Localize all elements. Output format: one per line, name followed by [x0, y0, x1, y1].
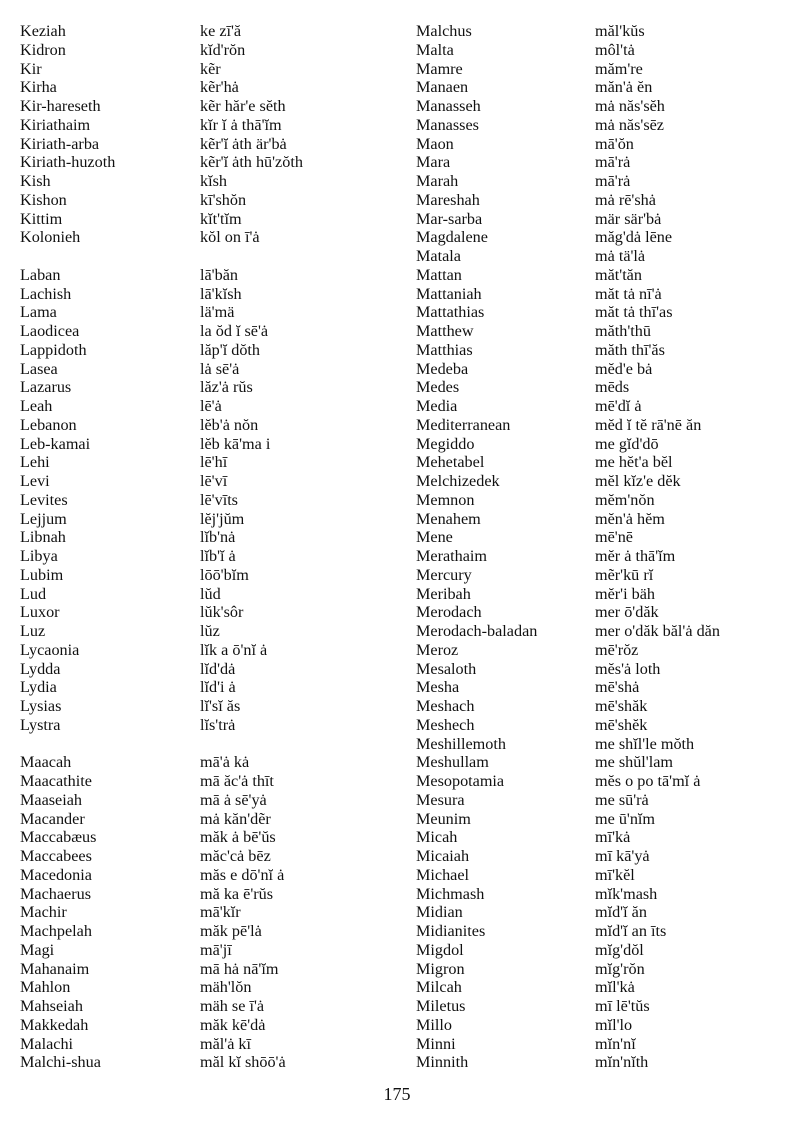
entry-pronunciation: mer ō'dăk — [595, 603, 659, 622]
entry-pronunciation: môl'tȧ — [595, 40, 635, 59]
entry-name: Mahanaim — [20, 959, 90, 978]
entry-pronunciation: mĕr ȧ thā'ĭm — [595, 547, 676, 565]
entry-name: Malachi — [20, 1034, 74, 1053]
entry-name: Merathaim — [416, 547, 488, 565]
entry-pronunciation: măs e dō'nĭ ȧ — [200, 865, 285, 884]
entry-name: Lappidoth — [20, 340, 87, 359]
entry-pronunciation: măl'kŭs — [595, 22, 645, 40]
entry-pronunciation: me shĭl'le mŏth — [595, 734, 695, 753]
entry-pronunciation: mā ăc'ȧ thīt — [200, 772, 274, 790]
entry-pronunciation: măk pē'lȧ — [200, 922, 262, 940]
entry-name: Maacah — [20, 753, 72, 772]
entry-pronunciation: mär sär'bȧ — [595, 209, 662, 228]
entry-name: Luz — [20, 622, 46, 640]
entry-name: Manasses — [416, 115, 479, 134]
entry-name: Maaseiah — [20, 790, 83, 809]
entry-name: Mahseiah — [20, 997, 83, 1015]
entry-name: Meshillemoth — [416, 734, 506, 753]
entry-pronunciation: lĭd'dȧ — [200, 659, 236, 678]
entry-pronunciation: mĭd'ĭ ăn — [595, 903, 647, 922]
entry-name: Lystra — [20, 715, 61, 734]
entry-pronunciation: mĭl'kȧ — [595, 978, 635, 997]
entry-pronunciation: lē'ȧ — [200, 397, 222, 415]
entry-name: Luxor — [20, 603, 60, 622]
entry-pronunciation: mĭg'rŏn — [595, 959, 645, 978]
entry-pronunciation: lā'băn — [200, 265, 238, 284]
entry-pronunciation: măk kē'dȧ — [200, 1015, 266, 1034]
section-gap — [200, 247, 303, 266]
entry-pronunciation: mĕn'ȧ hĕm — [595, 509, 665, 528]
entry-name: Libya — [20, 547, 58, 565]
section-gap — [20, 735, 115, 754]
entry-name: Libnah — [20, 528, 66, 547]
entry-pronunciation: mā ȧ sē'yȧ — [200, 790, 267, 809]
entry-name: Lachish — [20, 284, 72, 303]
entry-name: Kidron — [20, 40, 66, 59]
entry-name: Lazarus — [20, 378, 72, 397]
entry-name: Kirha — [20, 78, 57, 97]
entry-pronunciation: mĭd'ĭ an īts — [595, 922, 667, 940]
entry-pronunciation: ke zī'ă — [200, 22, 242, 40]
entry-name: Mamre — [416, 59, 463, 78]
entry-name: Micah — [416, 828, 458, 847]
entry-pronunciation: măth thī'ăs — [595, 340, 665, 359]
entry-name: Matthew — [416, 322, 474, 340]
entry-name: Malchi-shua — [20, 1053, 101, 1072]
entry-name: Mene — [416, 528, 453, 547]
entry-name: Meribah — [416, 584, 471, 603]
entry-pronunciation: lĭ'sĭ ăs — [200, 697, 241, 715]
entry-name: Macedonia — [20, 865, 92, 884]
entry-name: Lydia — [20, 678, 57, 697]
entry-name: Malta — [416, 40, 454, 59]
entry-pronunciation: lĕb'ȧ nŏn — [200, 415, 259, 434]
entry-pronunciation: mȧ năs'sēz — [595, 115, 664, 134]
entry-name: Laodicea — [20, 322, 80, 340]
entry-name: Lysias — [20, 697, 62, 715]
entry-pronunciation: lŭd — [200, 584, 221, 603]
entry-pronunciation: lĕj'jŭm — [200, 509, 245, 528]
entry-pronunciation: mäh se ī'ȧ — [200, 997, 265, 1015]
entry-pronunciation: mĕs o po tā'mĭ ȧ — [595, 772, 701, 790]
entry-name: Midianites — [416, 922, 486, 940]
entry-pronunciation: mĭk'mash — [595, 884, 658, 903]
entry-name: Levites — [20, 490, 68, 509]
entry-name: Michael — [416, 865, 470, 884]
entry-pronunciation: mȧ tä'lȧ — [595, 247, 646, 265]
entry-pronunciation: măt tȧ nī'ȧ — [595, 284, 662, 303]
entry-pronunciation: măth'thū — [595, 322, 651, 340]
entry-name: Leb-kamai — [20, 434, 91, 453]
entry-name: Lydda — [20, 659, 61, 678]
entry-name: Kir-hareseth — [20, 97, 101, 115]
entry-name: Kolonieh — [20, 228, 81, 247]
entry-name: Mesopotamia — [416, 772, 505, 790]
entry-name: Mediterranean — [416, 415, 511, 434]
entry-name: Mahlon — [20, 978, 71, 997]
entry-pronunciation: lĭk a ō'nĭ ȧ — [200, 640, 268, 659]
entry-name: Mesha — [416, 678, 460, 697]
entry-pronunciation: mā'kĭr — [200, 903, 241, 922]
entry-pronunciation: lȧ sē'ȧ — [200, 359, 240, 378]
left-pronunciation-column — [200, 22, 303, 1072]
entry-pronunciation: kĭd'rŏn — [200, 40, 246, 59]
entry-pronunciation: mē'rŏz — [595, 640, 639, 659]
entry-name: Magdalene — [416, 228, 488, 247]
entry-name: Millo — [416, 1015, 452, 1034]
entry-name: Minnith — [416, 1053, 469, 1072]
entry-pronunciation: mĕm'nŏn — [595, 490, 655, 509]
entry-name: Medes — [416, 378, 460, 397]
entry-pronunciation: mĭg'dŏl — [595, 940, 644, 959]
entry-pronunciation: mĭn'nĭ — [595, 1034, 636, 1053]
entry-pronunciation: mā'rȧ — [595, 172, 631, 190]
entry-pronunciation: mĕs'ȧ loth — [595, 659, 661, 678]
entry-pronunciation: măl'ȧ kī — [200, 1034, 252, 1053]
entry-pronunciation: mī'kȧ — [595, 828, 631, 847]
entry-name: Merodach-baladan — [416, 622, 538, 640]
entry-name: Mattathias — [416, 303, 485, 322]
entry-name: Meshullam — [416, 753, 489, 772]
entry-name: Lubim — [20, 565, 64, 584]
entry-name: Keziah — [20, 22, 66, 40]
entry-pronunciation: mē'shăk — [595, 697, 648, 715]
entry-pronunciation: lŭk'sôr — [200, 603, 244, 622]
entry-pronunciation: kĭr ĭ ȧ thā'ĭm — [200, 115, 282, 134]
entry-name: Meshech — [416, 715, 475, 734]
entry-pronunciation: me gĭd'dō — [595, 434, 659, 453]
entry-pronunciation: mē'nē — [595, 528, 633, 547]
entry-name: Maccabæus — [20, 828, 97, 847]
entry-pronunciation: mẽr'kū rĭ — [595, 565, 654, 584]
entry-name: Milcah — [416, 978, 462, 997]
entry-name: Media — [416, 397, 458, 415]
entry-pronunciation: măk ȧ bē'ŭs — [200, 828, 276, 847]
entry-name: Lebanon — [20, 415, 77, 434]
entry-name: Meshach — [416, 697, 475, 715]
entry-name: Migron — [416, 959, 465, 978]
entry-pronunciation: lā'kĭsh — [200, 284, 242, 303]
entry-pronunciation: lē'hī — [200, 453, 228, 472]
entry-pronunciation: mē'dĭ ȧ — [595, 397, 642, 415]
entry-pronunciation: mī'kĕl — [595, 865, 635, 884]
entry-name: Memnon — [416, 490, 475, 509]
entry-name: Kiriath-arba — [20, 134, 100, 153]
entry-name: Maacathite — [20, 772, 92, 790]
entry-name: Mara — [416, 153, 451, 172]
left-names-column — [20, 22, 115, 1072]
entry-name: Lasea — [20, 359, 58, 378]
entry-name: Mesura — [416, 790, 465, 809]
entry-pronunciation: lĕb kā'ma i — [200, 434, 271, 453]
entry-pronunciation: măl kĭ shōō'ȧ — [200, 1053, 286, 1072]
entry-pronunciation: mī lē'tŭs — [595, 997, 650, 1015]
entry-pronunciation: măt tȧ thī'as — [595, 303, 673, 322]
entry-name: Marah — [416, 172, 459, 190]
entry-name: Melchizedek — [416, 472, 500, 490]
entry-pronunciation: mĕr'i bäh — [595, 584, 655, 603]
entry-pronunciation: kẽr — [200, 59, 221, 78]
entry-name: Kishon — [20, 190, 67, 209]
entry-pronunciation: mā'jī — [200, 940, 232, 959]
entry-name: Kiriath-huzoth — [20, 153, 116, 172]
entry-pronunciation: kẽr'ĭ ȧth hū'zŏth — [200, 153, 303, 172]
entry-pronunciation: mā'ȧ kȧ — [200, 753, 250, 772]
entry-pronunciation: lĭb'ĭ ȧ — [200, 547, 236, 565]
entry-pronunciation: măn'ȧ ĕn — [595, 78, 653, 97]
entry-pronunciation: mā'rȧ — [595, 153, 631, 172]
entry-pronunciation: kẽr hăr'e sĕth — [200, 97, 286, 115]
entry-pronunciation: mȧ kăn'dẽr — [200, 809, 271, 828]
entry-name: Mattaniah — [416, 284, 482, 303]
entry-pronunciation: mȧ năs'sĕh — [595, 97, 665, 115]
entry-pronunciation: mäh'lŏn — [200, 978, 252, 997]
entry-pronunciation: kŏl on ī'ȧ — [200, 228, 260, 247]
entry-pronunciation: mē'shĕk — [595, 715, 648, 734]
entry-name: Machpelah — [20, 922, 92, 940]
entry-name: Kir — [20, 59, 42, 78]
entry-name: Miletus — [416, 997, 466, 1015]
entry-pronunciation: lăz'ȧ rŭs — [200, 378, 253, 397]
entry-name: Lehi — [20, 453, 50, 472]
entry-name: Midian — [416, 903, 463, 922]
entry-pronunciation: lĭb'nȧ — [200, 528, 236, 547]
entry-pronunciation: kĭsh — [200, 172, 227, 190]
entry-name: Michmash — [416, 884, 485, 903]
entry-pronunciation: kĭt'tĭm — [200, 209, 242, 228]
entry-name: Meunim — [416, 809, 471, 828]
entry-name: Merodach — [416, 603, 482, 622]
entry-name: Minni — [416, 1034, 456, 1053]
entry-name: Kish — [20, 172, 51, 190]
entry-pronunciation: kẽr'ĭ ȧth är'bȧ — [200, 134, 287, 153]
entry-pronunciation: lĭs'trȧ — [200, 715, 236, 734]
entry-pronunciation: me sū'rȧ — [595, 790, 649, 809]
entry-name: Micaiah — [416, 847, 470, 865]
entry-name: Machir — [20, 903, 67, 922]
entry-name: Matthias — [416, 340, 473, 359]
entry-name: Malchus — [416, 22, 472, 40]
entry-pronunciation: mā'ŏn — [595, 134, 634, 153]
entry-pronunciation: me hĕt'a bĕl — [595, 453, 673, 472]
entry-name: Mercury — [416, 565, 472, 584]
entry-name: Lejjum — [20, 509, 67, 528]
entry-name: Matala — [416, 247, 461, 265]
entry-name: Megiddo — [416, 434, 475, 453]
entry-pronunciation: măc'cȧ bēz — [200, 847, 271, 865]
entry-pronunciation: măt'tăn — [595, 265, 642, 284]
entry-pronunciation: lä'mä — [200, 303, 235, 322]
page-number: 175 — [383, 1084, 411, 1104]
entry-name: Lycaonia — [20, 640, 80, 659]
entry-name: Machaerus — [20, 884, 92, 903]
entry-name: Mesaloth — [416, 659, 477, 678]
entry-pronunciation: mĕd ĭ tĕ rā'nē ăn — [595, 415, 702, 434]
entry-pronunciation: mer o'dăk băl'ȧ dăn — [595, 622, 720, 640]
entry-name: Magi — [20, 940, 55, 959]
section-gap — [20, 247, 115, 266]
entry-pronunciation: mā hȧ nā'ĭm — [200, 959, 279, 978]
entry-pronunciation: mī kā'yȧ — [595, 847, 650, 865]
entry-name: Meroz — [416, 640, 459, 659]
entry-pronunciation: mĕl kĭz'e dĕk — [595, 472, 681, 490]
entry-pronunciation: lĭd'i ȧ — [200, 678, 236, 697]
entry-name: Makkedah — [20, 1015, 89, 1034]
entry-pronunciation: mē'shȧ — [595, 678, 640, 697]
entry-name: Laban — [20, 265, 61, 284]
entry-pronunciation: mă ka ē'rŭs — [200, 884, 274, 903]
entry-name: Maon — [416, 134, 454, 153]
entry-name: Lud — [20, 584, 47, 603]
entry-name: Mehetabel — [416, 453, 485, 472]
entry-name: Kittim — [20, 209, 63, 228]
entry-pronunciation: mēds — [595, 378, 630, 397]
entry-pronunciation: me shŭl'lam — [595, 753, 673, 772]
entry-name: Macander — [20, 809, 85, 828]
entry-name: Menahem — [416, 509, 481, 528]
entry-name: Levi — [20, 472, 50, 490]
entry-name: Manaen — [416, 78, 469, 97]
entry-pronunciation: mĭn'nĭth — [595, 1053, 649, 1072]
entry-pronunciation: mȧ rē'shȧ — [595, 190, 656, 209]
entry-pronunciation: lăp'ĭ dŏth — [200, 340, 261, 359]
entry-name: Manasseh — [416, 97, 481, 115]
entry-pronunciation: kẽr'hȧ — [200, 78, 239, 97]
entry-pronunciation: la ŏd ĭ sē'ȧ — [200, 322, 269, 340]
entry-pronunciation: măm're — [595, 59, 643, 78]
entry-name: Mareshah — [416, 190, 480, 209]
entry-pronunciation: lē'vī — [200, 472, 228, 490]
entry-name: Lama — [20, 303, 57, 322]
right-pronunciation-column — [595, 22, 720, 1072]
section-gap — [200, 735, 303, 754]
entry-name: Migdol — [416, 940, 464, 959]
right-names-column — [416, 22, 537, 1072]
entry-name: Medeba — [416, 359, 469, 378]
entry-name: Maccabees — [20, 847, 92, 865]
entry-name: Leah — [20, 397, 53, 415]
entry-name: Mattan — [416, 265, 462, 284]
entry-pronunciation: mĕd'e bȧ — [595, 359, 653, 378]
entry-pronunciation: lē'vīts — [200, 490, 238, 509]
entry-name: Kiriathaim — [20, 115, 91, 134]
entry-name: Mar-sarba — [416, 209, 483, 228]
entry-pronunciation: me ū'nĭm — [595, 809, 656, 828]
entry-pronunciation: lōō'bĭm — [200, 565, 249, 584]
entry-pronunciation: kī'shŏn — [200, 190, 247, 209]
entry-pronunciation: mĭl'lo — [595, 1015, 633, 1034]
entry-pronunciation: lŭz — [200, 622, 220, 640]
entry-pronunciation: măg'dȧ lēne — [595, 228, 673, 247]
